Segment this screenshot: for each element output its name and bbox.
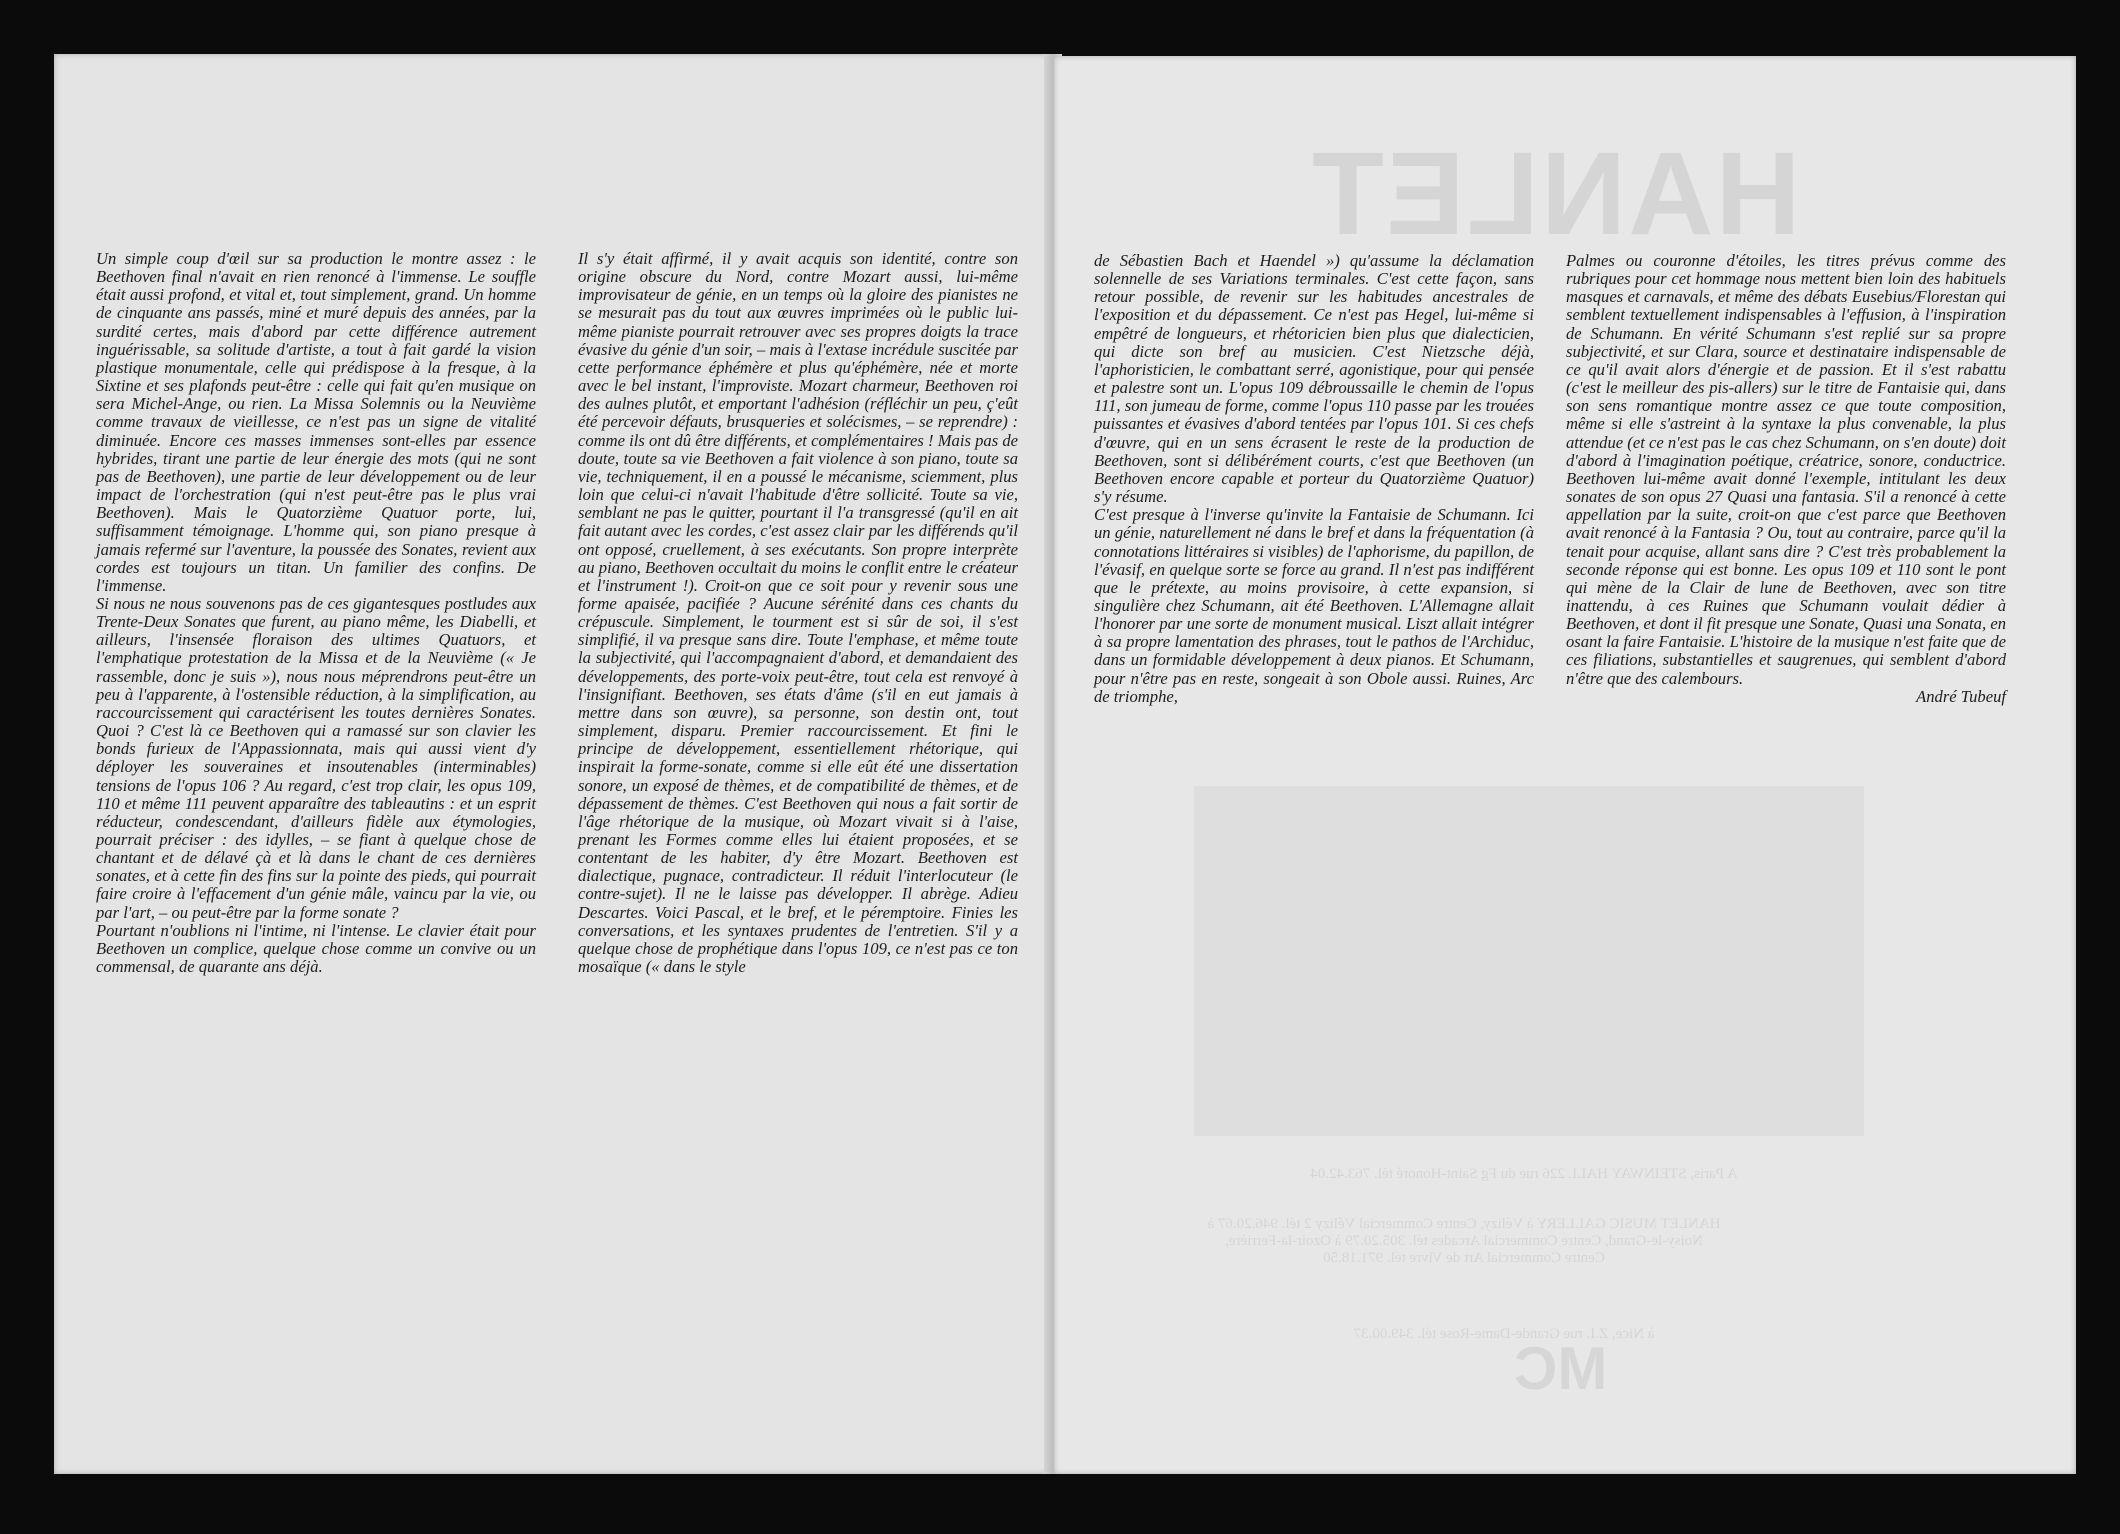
show-through-logo: HANLET [1310,128,1801,260]
show-through-image [1194,786,1864,1136]
show-through-mark: MC [1514,1335,1608,1402]
right-page [1054,56,2076,1474]
author-signature: André Tubeuf [1916,686,2006,706]
show-through-address: HANLET MUSIC GALLERY à Vélizy, Centre Commercial Vélizy 2 tél. 946.20.67 à Noisy-le-Grand, Centre Commercial Arcades tél. 305.20.79 à Ozoir-la-Ferrière, Centre Commercial Art de Vivre tél. 971.18.50 [1207,1216,1721,1266]
paragraph: Pourtant n'oublions ni l'intime, ni l'intense. Le clavier était pour Beethoven un complice, quelque chose comme un convive ou un commensal, de quarante ans déjà. [96,920,536,977]
text-column-3 [1094,252,1534,706]
text-column-2 [578,250,1018,976]
text-column-1 [96,250,536,976]
text-column-4 [1566,252,2006,706]
paragraph: Si nous ne nous souvenons pas de ces gigantesques postludes aux Trente-Deux Sonates que furent, au piano même, les Diabelli, et ailleurs, l'insensée floraison des ultimes Quatuors, et l'emphatique protestation de la Missa et de la Neuvième (« Je rassemble, donc je suis »), nous nous méprendrons peut-être un peu à l'apparente, à l'ostensible réduction, à la simplification, au raccourcissement qui caractérisent les toutes dernières Sonates. Quoi ? C'est là ce Beethoven qui a ramassé sur son clavier les bonds furieux de l'Appassionnata, mais qui aussi vient d'y déployer les souveraines et insoutenables (interminables) tensions de l'opus 106 ? Au regard, c'est trop clair, les opus 109, 110 et même 111 peuvent apparaître des tableautins : et un esprit réducteur, condescendant, d'ailleurs fidèle aux étymologies, pourrait préciser : des idylles, – se fiant à quelque chose de chantant et de délavé çà et là dans le chant de ces dernières sonates, et à cette fin des fins sur la pointe des pieds, qui pourrait faire croire à l'effacement d'un génie mâle, vaincu par la vie, ou par l'art, – ou peut-être par la forme sonate ? [96,593,536,922]
left-page [54,54,1052,1474]
paragraph: Un simple coup d'œil sur sa production le montre assez : le Beethoven final n'avait en rien renoncé à l'immense. Le souffle était aussi profond, et vital et, tout simplement, grand. Un homme de cinquante ans passés, miné et muré depuis des années, par la surdité certes, mais d'abord par cette différence autrement inguérissable, sa solitude d'artiste, a tout à fait gardé la vision plastique monumentale, celle qui prédispose à la fresque, à la Sixtine et ses plafonds peut-être : celle qui fait qu'en musique on sera Michel-Ange, ou rien. La Missa Solemnis ou la Neuvième comme travaux de vieillesse, ce n'est pas un signe de vitalité diminuée. Encore ces masses immenses sont-elles par essence hybrides, tirant une partie de leur énergie des mots (qui ne sont pas de Beethoven), une partie de leur développement ou de leur impact de l'orchestration (qui n'est peut-être pas le plus vrai Beethoven). Mais le Quatorzième Quatuor porte, lui, suffisamment témoignage. L'homme qui, son piano presque à jamais refermé sur l'aventure, la poussée des Sonates, revient aux cordes est toujours un titan. Un familier des confins. De l'immense. [96,249,536,595]
paragraph: de Sébastien Bach et Haendel ») qu'assume la déclamation solennelle de ses Variations terminales. C'est cette façon, sans retour possible, de revenir sur les habitudes ancestrales de l'exposition et du dépassement. Ce n'est pas Hegel, lui-même si empêtré de longueurs, et rhétoricien bien plus que dialecticien, qui dicte son bref au musicien. C'est Nietzsche déjà, l'aphoristicien, le combattant serré, agonistique, pour qui pensée et palestre sont un. L'opus 109 débroussaille le chemin de l'opus 111, son jumeau de forme, comme l'opus 110 passe par les trouées puissantes et évasives d'abord tentées par l'opus 101. Si ces chefs d'œuvre, qui en un sens écrasent le reste de la production de Beethoven, sont si délibérément courts, c'est que Beethoven (un Beethoven encore capable et porteur du Quatorzième Quatuor) s'y résume. [1094,251,1534,507]
paragraph: C'est presque à l'inverse qu'invite la Fantaisie de Schumann. Ici un génie, naturellement né dans le bref et dans la fréquentation (à connotations littéraires si visibles) de l'aphorisme, du papillon, de l'évasif, en quelque sorte se force au grand. Il n'est pas indifférent que le prétexte, au moins provisoire, à cette expansion, si singulière chez Schumann, ait été Beethoven. L'Allemagne allait l'honorer par une sorte de monument musical. Liszt allait intégrer à sa propre lamentation des phrases, tout le pathos de l'Archiduc, dans un formidable développement à deux pianos. Et Schumann, pour n'être pas en reste, songeait à son Obole aussi. Ruines, Arc de triomphe, [1094,505,1534,706]
show-through-address: à Nice, Z.I. rue Grande-Dame-Rose tél. 349.00.37 [1353,1326,1655,1342]
paragraph: Il s'y était affirmé, il y avait acquis son identité, contre son origine obscure du Nord, contre Mozart aussi, lui-même improvisateur de génie, en un temps où la gloire des pianistes ne se mesurait pas du tout aux œuvres imprimées où le public lui-même pianiste pourrait retrouver avec ses propres doigts la trace évasive du génie d'un soir, – mais à l'extase incrédule suscitée par cette performance éphémère et plus qu'éphémère, née et morte avec le bel instant, l'improviste. Mozart charmeur, Beethoven roi des aulnes plutôt, et emportant l'adhésion (réfléchir un peu, ç'eût été percevoir défauts, brusqueries et solécismes, – se reprendre) : comme ils ont dû être différents, et complémentaires ! Mais pas de doute, toute sa vie Beethoven a fait violence à son piano, toute sa vie, techniquement, il en a poussé le mécanisme, sciemment, plus loin que celui-ci n'avait l'habitude d'être sollicité. Toute sa vie, semblant ne pas le quitter, pourtant il l'a transgressé (qu'il en ait fait autant avec les cordes, c'est assez clair par les différends qu'il ont opposé, cruellement, à ses exécutants. Son propre interprète au piano, Beethoven occultait du moins le conflit entre le créateur et l'instrument !). Croit-on que ce soit pour y revenir sous une forme apaisée, pacifiée ? Aucune sérénité dans ces chants du crépuscule. Simplement, le tourment est si sûr de soi, il s'est simplifié, il va presque sans dire. Toute l'emphase, et même toute la subjectivité, qui l'accompagnaient d'abord, et demandaient des développements, des porte-voix peut-être, tout cela est renvoyé à l'insignifiant. Beethoven, ses états d'âme (s'il en eut jamais à mettre dans son œuvre), sa personne, son destin ont, tout simplement, disparu. Premier raccourcissement. Et fini le principe de développement, essentiellement rhétorique, qui inspirait la forme-sonate, comme si elle eût été une dissertation sonore, un exposé de thèmes, et de compatibilité de thèmes, et de dépassement de thèmes. C'est Beethoven qui nous a fait sortir de l'âge rhétorique de la musique, où Mozart vivait si à l'aise, prenant les Formes comme elles lui étaient proposées, et se contentant de les habiter, d'y être Mozart. Beethoven est dialectique, pugnace, contradicteur. Il réduit l'interlocuteur (le contre-sujet). Il ne le laisse pas développer. Il abrège. Adieu Descartes. Voici Pascal, et le bref, et le péremptoire. Finies les conversations, et les syntaxes prudentes de l'entretien. S'il y a quelque chose de prophétique dans l'opus 109, ce n'est pas ce ton mosaïque (« dans le style [578,249,1018,977]
paragraph: Palmes ou couronne d'étoiles, les titres prévus comme des rubriques pour cet hommage nous mettent bien loin des habituels masques et carnavals, et même des débats Eusebius/Florestan qui semblent textuellement indispensables à l'effusion, à l'inspiration de Schumann. En vérité Schumann s'est replié sur sa propre subjectivité, et sur Clara, source et destinataire indispensable de ce qu'il avait alors d'énergie et de passion. Et il s'est rabattu (c'est le meilleur des pis-allers) sur le titre de Fantaisie qui, dans son sens romantique montre assez ce que toute composition, même si elle s'astreint à la syntaxe la plus convenable, la plus attendue (et ce n'est pas le cas chez Schumann, on s'en doute) doit d'abord à l'imagination poétique, créatrice, sonore, conductrice. Beethoven lui-même avait donné l'exemple, intitulant les deux sonates de son opus 27 Quasi una fantasia. S'il a renoncé à cette appellation par la suite, croit-on que c'est parce que Beethoven avait renoncé à la Fantasia ? Ou, tout au contraire, parce qu'il la tenait pour acquise, allant sans dire ? C'est très probablement la seconde réponse qui est bonne. Les opus 109 et 110 sont le pont qui mène de la Clair de lune de Beethoven, avec son titre inattendu, à ces Ruines que Schumann voulait dédier à Beethoven, et dont il fit presque une Sonate, Quasi una Sonata, en osant la faire Fantaisie. L'histoire de la musique n'est faite que de ces filiations, substantielles et saugrenues, qui semblent d'abord n'être que des calembours. [1566,251,2006,688]
show-through-address: A Paris, STEINWAY HALL 226 rue du Fg Saint-Honoré tél. 763.42.04 [1310,1166,1738,1182]
